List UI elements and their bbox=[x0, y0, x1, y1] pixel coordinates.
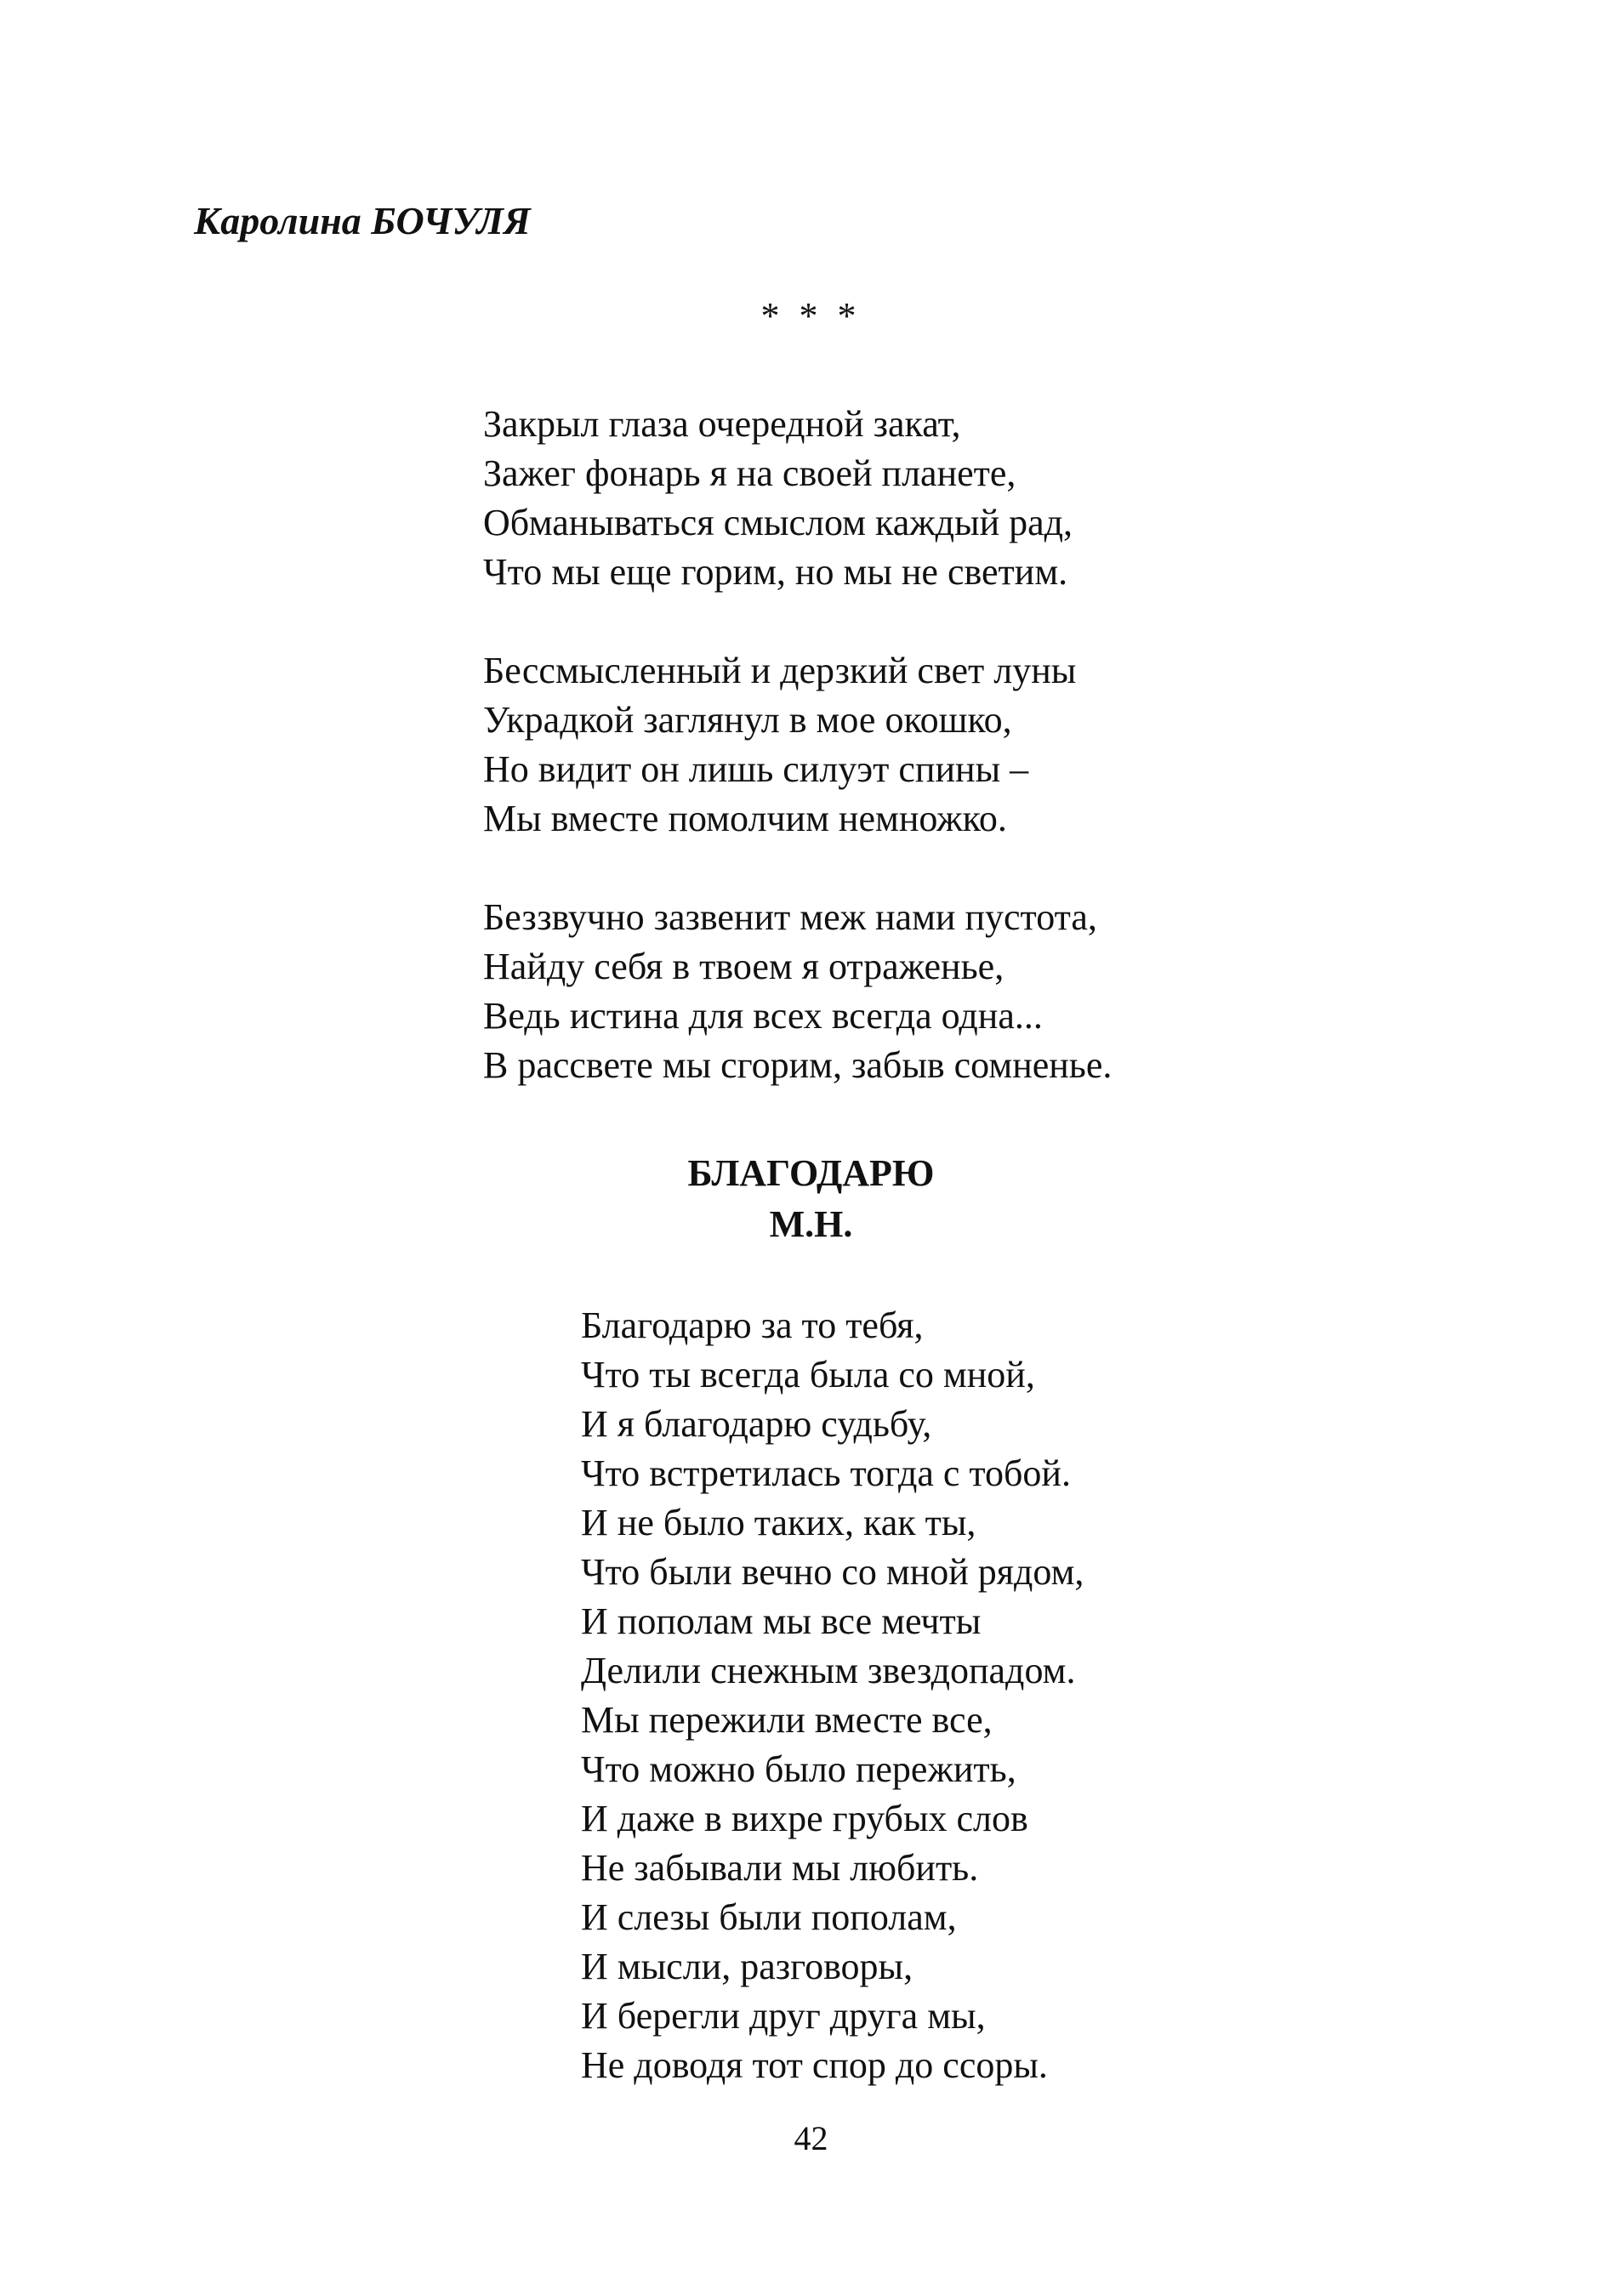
poem-line: Найду себя в твоем я отраженье, bbox=[483, 946, 1005, 987]
poem-line: Что встретилась тогда с тобой. bbox=[581, 1452, 1071, 1494]
poem-line: Украдкой заглянул в мое окошко, bbox=[483, 699, 1012, 741]
poem-line: Не доводя тот спор до ссоры. bbox=[581, 2044, 1048, 2086]
poem-line: В рассвете мы сгорим, забыв сомненье. bbox=[483, 1044, 1113, 1086]
poem-line: Не забывали мы любить. bbox=[581, 1847, 979, 1889]
poem-title-block bbox=[0, 1148, 1622, 1250]
poem-line: Закрыл глаза очередной закат, bbox=[483, 403, 961, 445]
poem-untitled bbox=[483, 400, 1112, 1090]
poem-line: Обманываться смыслом каждый рад, bbox=[483, 502, 1073, 543]
poem-line: И я благодарю судьбу, bbox=[581, 1403, 932, 1445]
poem-line: И пополам мы все мечты bbox=[581, 1600, 982, 1642]
poem-line: Что были вечно со мной рядом, bbox=[581, 1551, 1084, 1593]
poem-line: Бессмысленный и дерзкий свет луны bbox=[483, 650, 1077, 691]
poem-line: И слезы были пополам, bbox=[581, 1896, 957, 1938]
poem-line: Беззвучно зазвенит меж нами пустота, bbox=[483, 896, 1097, 938]
section-separator: * * * bbox=[760, 295, 862, 337]
poem-line: Что мы еще горим, но мы не светим. bbox=[483, 551, 1068, 593]
stanza bbox=[483, 646, 1112, 844]
poem-line: Зажег фонарь я на своей планете, bbox=[483, 452, 1016, 494]
poem-dedication: М.Н. bbox=[769, 1203, 853, 1245]
author-name: Каролина БОЧУЛЯ bbox=[194, 199, 531, 242]
poem-line: Делили снежным звездопадом. bbox=[581, 1650, 1076, 1691]
stanza bbox=[483, 893, 1112, 1090]
poem-line: И не было таких, как ты, bbox=[581, 1502, 976, 1543]
poem-line: И берегли друг друга мы, bbox=[581, 1995, 986, 2037]
poem-line: Мы пережили вместе все, bbox=[581, 1699, 993, 1741]
poem-line: Что ты всегда была со мной, bbox=[581, 1354, 1035, 1395]
poem-title: БЛАГОДАРЮ bbox=[687, 1152, 935, 1194]
poem-line: И даже в вихре грубых слов bbox=[581, 1798, 1028, 1839]
poem-line: Что можно было пережить, bbox=[581, 1748, 1016, 1790]
poem-line: Благодарю за то тебя, bbox=[581, 1304, 924, 1346]
poem-line: Но видит он лишь силуэт спины – bbox=[483, 748, 1029, 790]
stanza bbox=[483, 400, 1112, 597]
poem-blagodaryu bbox=[581, 1301, 1084, 2090]
poem-line: И мысли, разговоры, bbox=[581, 1946, 913, 1987]
poem-line: Мы вместе помолчим немножко. bbox=[483, 798, 1007, 839]
page-number: 42 bbox=[794, 2119, 828, 2157]
poem-line: Ведь истина для всех всегда одна... bbox=[483, 995, 1043, 1037]
